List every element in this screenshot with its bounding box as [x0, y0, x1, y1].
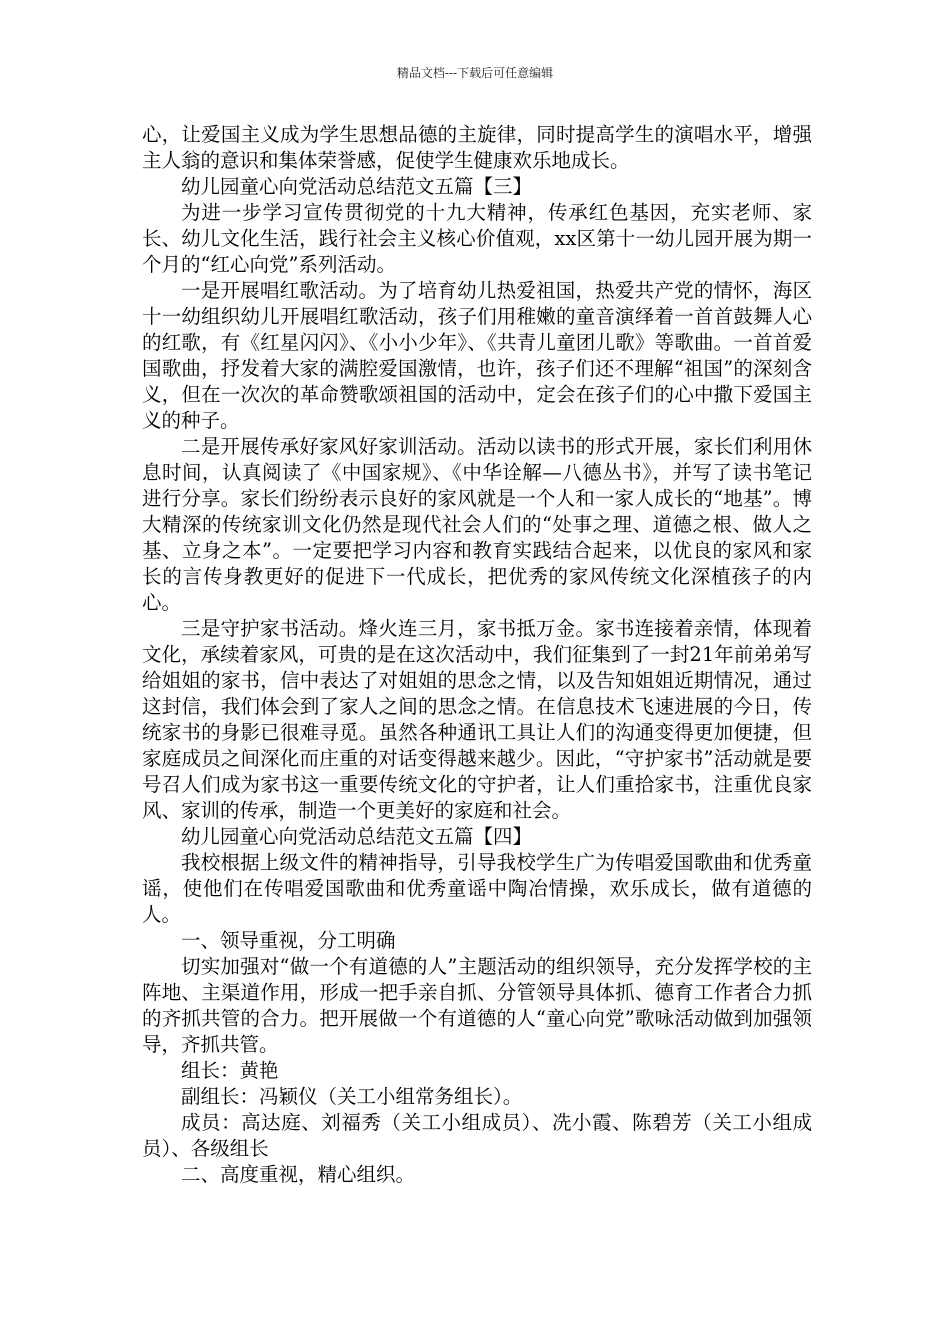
subheading: 一、领导重视，分工明确 — [181, 929, 396, 952]
paragraph: 我校根据上级文件的精神指导，引导我校学生广为传唱爱国歌曲和优秀童谣，使他们在传唱爱国歌曲和优秀童谣中陶冶情操，欢乐成长，做有道德的人。 — [142, 851, 812, 926]
section-heading: 幼儿园童心向党活动总结范文五篇【四】 — [181, 825, 533, 848]
paragraph: 切实加强对“做一个有道德的人”主题活动的组织领导，充分发挥学校的主阵地、主渠道作用，形成一把手亲自抓、分管领导具体抓、德育工作者合力抓的齐抓共管的合力。把开展做一个有道德的人“童心向党”歌咏活动做到加强领导，齐抓共管。 — [142, 955, 812, 1056]
paragraph: 二是开展传承好家风好家训活动。活动以读书的形式开展，家长们利用休息时间，认真阅读了《中国家规》、《中华诠解—八德丛书》，并写了读书笔记进行分享。家长们纷纷表示良好的家风就是一个人和一家人成长的“地基”。博大精深的传统家训文化仍然是现代社会人们的“处事之理、道德之根、做人之基、立身之本”。一定要把学习内容和教育实践结合起来，以优良的家风和家长的言传身教更好的促进下一代成长，把优秀的家风传统文化深植孩子的内心。 — [142, 435, 812, 614]
deputy-leader-line: 副组长：冯颖仪（关工小组常务组长）。 — [181, 1085, 523, 1108]
paragraph: 心，让爱国主义成为学生思想品德的主旋律，同时提高学生的演唱水平，增强主人翁的意识和集体荣誉感，促使学生健康欢乐地成长。 — [142, 123, 812, 172]
section-heading: 幼儿园童心向党活动总结范文五篇【三】 — [181, 175, 533, 198]
group-leader-line: 组长：黄艳 — [181, 1059, 279, 1082]
paragraph: 三是守护家书活动。烽火连三月，家书抵万金。家书连接着亲情，体现着文化，承续着家风，可贵的是在这次活动中，我们征集到了一封21年前弟弟写给姐姐的家书，信中表达了对姐姐的思念之情，以及告知姐姐近期情况，通过这封信，我们体会到了家人之间的思念之情。在信息技术飞速进展的今日，传统家书的身影已很难寻觅。虽然各种通讯工具让人们的沟通变得更加便捷，但家庭成员之间深化而庄重的对话变得越来越少。因此，“守护家书”活动就是要号召人们成为家书这一重要传统文化的守护者，让人们重拾家书，注重优良家风、家训的传承，制造一个更美好的家庭和社会。 — [142, 617, 812, 822]
document-body — [142, 122, 812, 1188]
page-header: 精品文档---下载后可任意编辑 — [396, 66, 554, 80]
subheading: 二、高度重视，精心组织。 — [181, 1163, 416, 1186]
paragraph: 为进一步学习宣传贯彻党的十九大精神，传承红色基因，充实老师、家长、幼儿文化生活，践行社会主义核心价值观，xx区第十一幼儿园开展为期一个月的“红心向党”系列活动。 — [142, 201, 812, 276]
paragraph: 一是开展唱红歌活动。为了培育幼儿热爱祖国，热爱共产党的情怀，海区十一幼组织幼儿开展唱红歌活动，孩子们用稚嫩的童音演绎着一首首鼓舞人心的红歌，有《红星闪闪》、《小小少年》、《共青儿童团儿歌》等歌曲。一首首爱国歌曲，抒发着大家的满腔爱国激情，也许，孩子们还不理解“祖国”的深刻含义，但在一次次的革命赞歌颂祖国的活动中，定会在孩子们的心中撒下爱国主义的种子。 — [142, 279, 812, 432]
members-line: 成员：高达庭、刘福秀（关工小组成员）、冼小霞、陈碧芳（关工小组成员）、各级组长 — [142, 1111, 812, 1160]
